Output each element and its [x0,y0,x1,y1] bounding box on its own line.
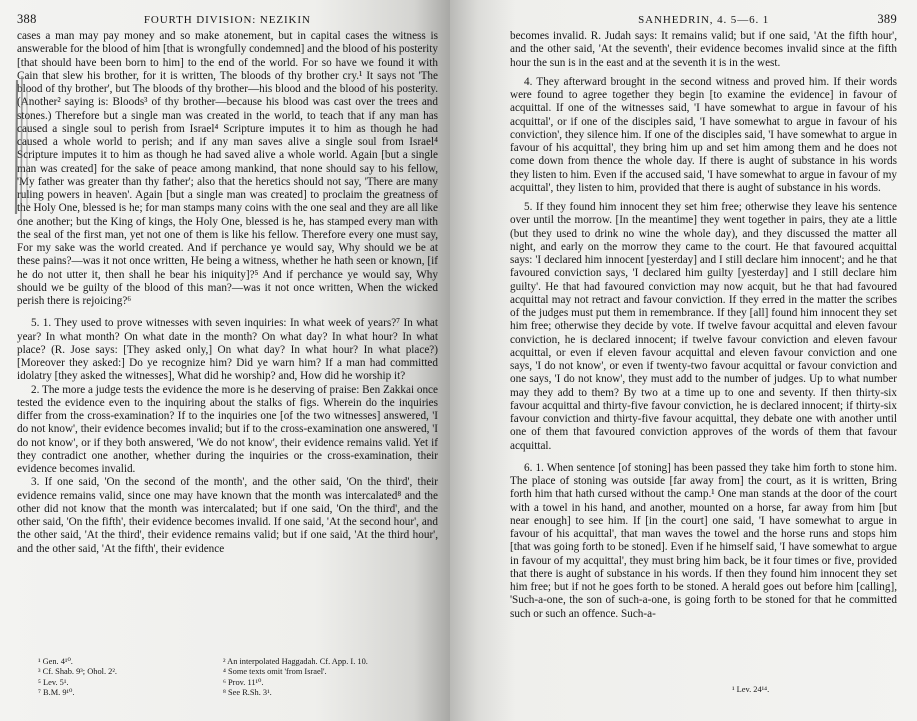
left-running-head [17,12,438,30]
margin-pencil-marks [8,74,38,224]
left-footnote-7: ⁷ B.M. 9¹⁰. [38,687,75,697]
left-paragraph-1: 5. 1. They used to prove witnesses with seven inquiries: In what week of years?⁷ In what year? In what month? On what date in the month? On what day? In what hour? In what place? (R. Jose says: [They asked only,] On what day? In what hour? In what place?) [Moreover they asked:] Do ye recognize him? Did ye warn him? If a man had committed idolatry [they asked the witnesses], What did he worship? and, How did he worship it? [17,317,438,383]
left-paragraph-0: cases a man may pay money and so make atonement, but in capital cases the witness is answerable for the blood of him [that is wrongfully condemned] and the blood of his posterity [that should have been born to him] to the end of the world. For so have we found it with Cain that slew his brother, for it is written, The bloods of thy brother cry.¹ It says not 'The blood of thy brother', but The bloods of thy brother—his blood and the blood of his posterity. (Another² saying is: Bloods³ of thy brother—because his blood was cast over the trees and stones.) Therefore but a single man was created in the world, to teach that if any man has caused a single soul to perish from Israel⁴ Scripture imputes it to him as though he had caused a whole world to perish; and if any man saves alive a single soul from Israel⁴ Scripture imputes it to him as though he had saved alive a whole world. Again [but a single man was created] for the sake of peace among mankind, that none should say to his fellow, 'My father was greater than thy father'; also that the heretics should not say, 'There are many ruling powers in heaven'. Again [but a single man was created] to proclaim the greatness of the Holy One, blessed is he; for man stamps many coins with the one seal and they are all like one another; but the King of kings, the Holy One, blessed is he, has stamped every man with the seal of the first man, yet not one of them is like his fellow. Therefore every one must say, For my sake was the world created. And if perchance ye would say, Why should we be at these pains?—was it not once written, He being a witness, whether he hath seen or known, [if he do not utter it, then shall he bear his iniquity]?⁵ And if perchance ye would say, Why should we be guilty of the blood of this man?—was it not once written, When the wicked perish there is rejoicing?⁶ [17,30,438,307]
right-body-text [510,30,897,621]
left-footnote-1: ¹ Gen. 4¹⁰. [38,657,73,666]
right-running-head [510,12,897,30]
left-running-title: FOURTH DIVISION: NEZIKIN [143,14,311,26]
left-footnotes [38,657,418,698]
left-paragraph-2: 2. The more a judge tests the evidence the more is he deserving of praise: Ben Zakkai once tested the evidence even to the inquiring about the stalks of figs. Wherein do the inquiries differ from the cross-examination? If to the inquiries one [of the two witnesses] answered, 'I do not know', their evidence becomes invalid; but if to the cross-examination one answered, 'I do not know', or if they both answered, 'We do not know', their evidence remains valid. Yet if they contradict one another, whether during the inquiries or the cross-examination, their evidence becomes invalid. [17,383,438,475]
right-paragraph-1: 4. They afterward brought in the second witness and proved him. If their words were found to agree together they begin [to examine the evidence] in favour of acquittal. If one of the witnesses said, 'I have somewhat to argue in favour of his acquittal', or if one of the disciples said, 'I have somewhat to argue in favour of his conviction', they silence him. If one of the disciples said, 'I have somewhat to argue in favour of his acquittal', they bring him up and set him among them and he does not come down from thence the whole day. If there is aught of substance in his words they listen to him. Even if the accused said, 'I have somewhat to argue in favour of my acquittal', they listen to him, provided that there is aught of substance in his words. [510,75,897,194]
left-footnote-8: ⁸ See R.Sh. 3¹. [223,687,272,697]
right-footnote-1: ¹ Lev. 24¹⁴. [732,685,770,694]
left-body-text [17,30,438,556]
right-page [450,0,917,721]
left-footnote-3: ³ Cf. Shab. 9³; Ohol. 2². [38,667,117,677]
left-paragraph-3: 3. If one said, 'On the second of the month', and the other said, 'On the third', their evidence remains valid, since one may have known that the month was intercalated⁸ and the other did not know that the month was intercalated; but if one said, 'On the third', and the other said, 'On the fifth', their evidence becomes invalid. If one said, 'At the second hour', and the other said, 'At the third', their evidence remains valid; but if one said, 'At the third hour', and the other said, 'At the fifth', their evidence [17,476,438,555]
left-footnote-5: ⁵ Lev. 5¹. [38,677,69,687]
right-paragraph-0: becomes invalid. R. Judah says: It remains valid; but if one said, 'At the fifth hour', and the other said, 'At the seventh', their evidence becomes invalid since at the fifth hour the sun is in the east and at the seventh it is in the west. [510,30,897,69]
left-page [0,0,450,721]
right-paragraph-3: 6. 1. When sentence [of stoning] has been passed they take him forth to stone him. The place of stoning was outside [far away from] the court, as it is written, Bring forth him that hath cursed without the camp.¹ One man stands at the door of the court with a towel in his hand, and another, mounted on a horse, far away from him [but near enough] to see him. If [in the court] one said, 'I have somewhat to argue in favour of his acquittal', that man waves the towel and the horse runs and stops him [that was going forth to be stoned]. Even if he himself said, 'I have somewhat to argue in favour of my acquittal', they must bring him back, be it four times or five, provided that there is aught of substance in his words. If then they found him innocent they set him free; but if not he goes forth to be stoned. A herald goes out before him [calling], 'Such-a-one, the son of such-a-one, is going forth to be stoned for that he committed such or such an offence. Such-a- [510,461,897,620]
right-page-number: 389 [877,12,897,26]
right-running-title: SANHEDRIN, 4. 5—6. 1 [638,14,770,26]
left-footnote-2: ² An interpolated Haggadah. Cf. App. I. 10. [223,657,368,666]
right-footnotes [732,685,769,695]
left-page-number: 388 [17,12,37,26]
left-footnote-6: ⁶ Prov. 11¹⁰. [223,677,264,687]
left-footnote-4: ⁴ Some texts omit 'from Israel'. [223,667,327,677]
right-paragraph-2: 5. If they found him innocent they set him free; otherwise they leave his sentence over until the morrow. [In the meantime] they went together in pairs, they ate a little (but they used to drink no wine the whole day), and they discussed the matter all night, and early on the morrow they came to the court. He that favoured acquittal says: 'I declared him innocent [yesterday] and I still declare him innocent'; and he that favoured conviction says, 'I declared him guilty [yesterday] and I still declare him guilty'. He that had favoured conviction may now acquit, but he that had favoured acquittal may not retract and favour conviction. If they erred in the matter the scribes of the judges must put them in remembrance. If they [all] found him innocent they set him free; otherwise they decide by vote. If twelve favour acquittal and eleven favour conviction, he is declared innocent; if twelve favour conviction and eleven favour acquittal, or even if eleven favour acquittal and eleven favour conviction and one says, 'I do not know', or even if twenty-two favour acquittal or favour conviction and one says, 'I do not know', they must add to the number of judges. Up to what number may they add to them? By two at a time up to one and seventy. If then thirty-six favour acquittal and thirty-five favour conviction, he is declared innocent; if thirty-six favour conviction and thirty-five favour acquittal, they debate one with another until one of them that favoured conviction approves of the words of them that favour acquittal. [510,201,897,452]
